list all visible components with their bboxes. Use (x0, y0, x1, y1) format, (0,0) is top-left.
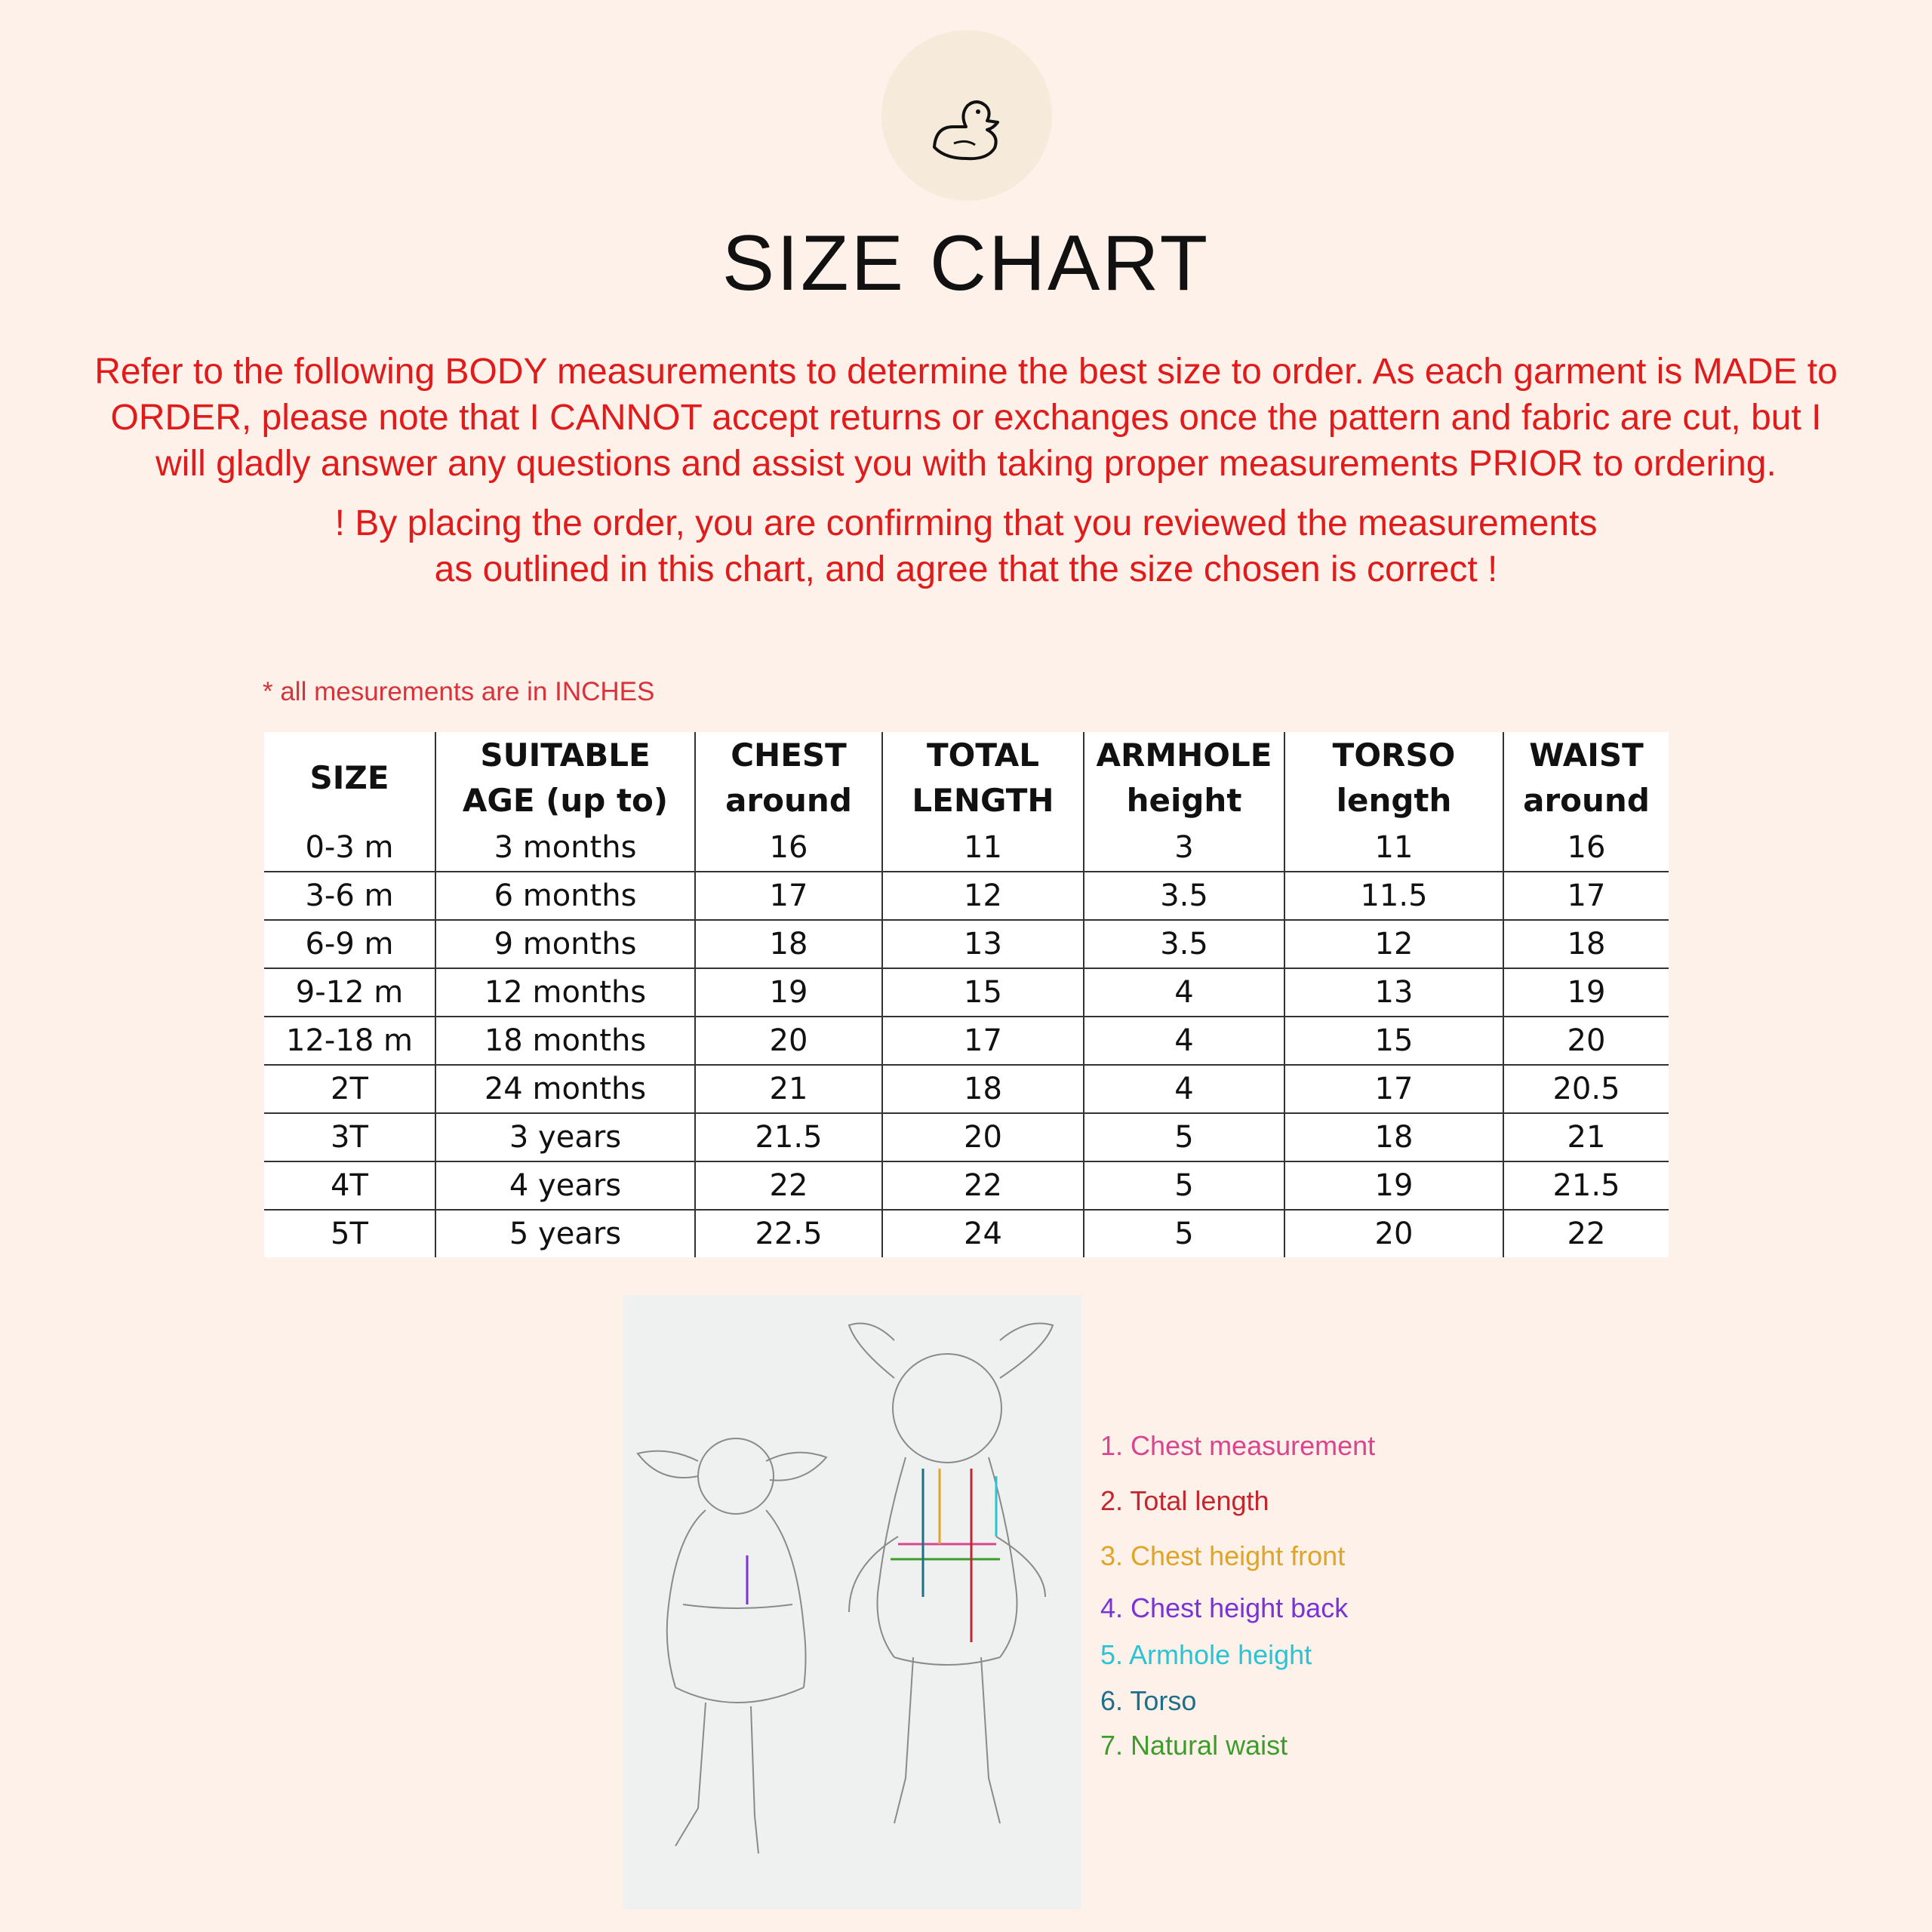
cell-waist: 21 (1503, 1113, 1669, 1161)
cell-armhole: 3.5 (1084, 872, 1284, 920)
page-title: SIZE CHART (721, 220, 1211, 307)
table-row (264, 1210, 1669, 1257)
table-row (264, 920, 1669, 968)
cell-total-length: 15 (882, 968, 1084, 1017)
legend-item-chest: 1. Chest measurement (1100, 1430, 1376, 1461)
duck-logo-icon (881, 30, 1052, 201)
cell-armhole: 5 (1084, 1210, 1284, 1257)
cell-age: 9 months (435, 920, 695, 968)
cell-age: 5 years (435, 1210, 695, 1257)
size-table (264, 732, 1669, 1257)
cell-total-length: 12 (882, 872, 1084, 920)
cell-size: 12-18 m (264, 1017, 435, 1065)
cell-waist: 20.5 (1503, 1065, 1669, 1113)
cell-size: 0-3 m (264, 824, 435, 872)
header-age: SUITABLE AGE (up to) (435, 732, 695, 824)
cell-size: 4T (264, 1161, 435, 1210)
table-row (264, 968, 1669, 1017)
cell-total-length: 20 (882, 1113, 1084, 1161)
cell-chest: 17 (695, 872, 882, 920)
cell-torso: 11 (1284, 824, 1503, 872)
cell-age: 3 years (435, 1113, 695, 1161)
unit-note: * all mesurements are in INCHES (263, 677, 655, 706)
cell-torso: 15 (1284, 1017, 1503, 1065)
cell-size: 3-6 m (264, 872, 435, 920)
measurement-sketch (623, 1295, 1081, 1909)
cell-armhole: 4 (1084, 1017, 1284, 1065)
cell-total-length: 22 (882, 1161, 1084, 1210)
cell-torso: 20 (1284, 1210, 1503, 1257)
cell-armhole: 5 (1084, 1113, 1284, 1161)
cell-torso: 11.5 (1284, 872, 1503, 920)
cell-torso: 12 (1284, 920, 1503, 968)
cell-armhole: 3.5 (1084, 920, 1284, 968)
cell-age: 12 months (435, 968, 695, 1017)
cell-waist: 18 (1503, 920, 1669, 968)
cell-chest: 19 (695, 968, 882, 1017)
header-waist: WAIST around (1503, 732, 1669, 824)
cell-chest: 22 (695, 1161, 882, 1210)
legend-item-torso: 6. Torso (1100, 1685, 1197, 1716)
cell-waist: 22 (1503, 1210, 1669, 1257)
cell-chest: 21 (695, 1065, 882, 1113)
cell-age: 4 years (435, 1161, 695, 1210)
cell-waist: 19 (1503, 968, 1669, 1017)
table-row (264, 1161, 1669, 1210)
cell-size: 5T (264, 1210, 435, 1257)
cell-total-length: 11 (882, 824, 1084, 872)
header-chest: CHEST around (695, 732, 882, 824)
cell-age: 24 months (435, 1065, 695, 1113)
confirmation-line-1: ! By placing the order, you are confirming that you reviewed the measurements (334, 503, 1598, 543)
cell-torso: 18 (1284, 1113, 1503, 1161)
cell-size: 9-12 m (264, 968, 435, 1017)
confirmation-line-2: as outlined in this chart, and agree that the size chosen is correct ! (434, 549, 1498, 589)
legend-item-total-length: 2. Total length (1100, 1485, 1269, 1516)
cell-waist: 21.5 (1503, 1161, 1669, 1210)
cell-waist: 16 (1503, 824, 1669, 872)
table-header-row (264, 732, 1669, 824)
cell-waist: 20 (1503, 1017, 1669, 1065)
cell-torso: 17 (1284, 1065, 1503, 1113)
legend-item-chest-height-front: 3. Chest height front (1100, 1540, 1346, 1571)
cell-size: 2T (264, 1065, 435, 1113)
cell-total-length: 24 (882, 1210, 1084, 1257)
cell-waist: 17 (1503, 872, 1669, 920)
cell-age: 3 months (435, 824, 695, 872)
legend-item-chest-height-back: 4. Chest height back (1100, 1592, 1349, 1623)
cell-size: 3T (264, 1113, 435, 1161)
cell-chest: 21.5 (695, 1113, 882, 1161)
cell-total-length: 18 (882, 1065, 1084, 1113)
cell-torso: 13 (1284, 968, 1503, 1017)
table-row (264, 1113, 1669, 1161)
header-total-length: TOTAL LENGTH (882, 732, 1084, 824)
cell-total-length: 13 (882, 920, 1084, 968)
cell-chest: 18 (695, 920, 882, 968)
measurement-instructions: Refer to the following BODY measurements to determine the best size to order. As each garment is MADE to ORDER, please note that I CANNOT accept returns or exchanges once the pattern and fabric are cut, but I will gladly answer any questions and assist you with taking proper measurements PRIOR to ordering. (94, 352, 1838, 484)
cell-age: 6 months (435, 872, 695, 920)
table-row (264, 1065, 1669, 1113)
legend-item-natural-waist: 7. Natural waist (1100, 1730, 1288, 1761)
cell-size: 6-9 m (264, 920, 435, 968)
children-sketch-illustration (623, 1295, 1081, 1909)
cell-armhole: 4 (1084, 968, 1284, 1017)
cell-armhole: 5 (1084, 1161, 1284, 1210)
table-row (264, 1017, 1669, 1065)
cell-torso: 19 (1284, 1161, 1503, 1210)
cell-chest: 20 (695, 1017, 882, 1065)
header-armhole: ARMHOLE height (1084, 732, 1284, 824)
cell-chest: 22.5 (695, 1210, 882, 1257)
cell-total-length: 17 (882, 1017, 1084, 1065)
cell-chest: 16 (695, 824, 882, 872)
legend-item-armhole-height: 5. Armhole height (1100, 1639, 1312, 1670)
cell-armhole: 3 (1084, 824, 1284, 872)
order-notice (91, 349, 1841, 592)
header-torso: TORSO length (1284, 732, 1503, 824)
table-row (264, 872, 1669, 920)
cell-armhole: 4 (1084, 1065, 1284, 1113)
brand-logo (881, 30, 1052, 201)
table-row (264, 824, 1669, 872)
cell-age: 18 months (435, 1017, 695, 1065)
header-size: SIZE (264, 732, 435, 824)
